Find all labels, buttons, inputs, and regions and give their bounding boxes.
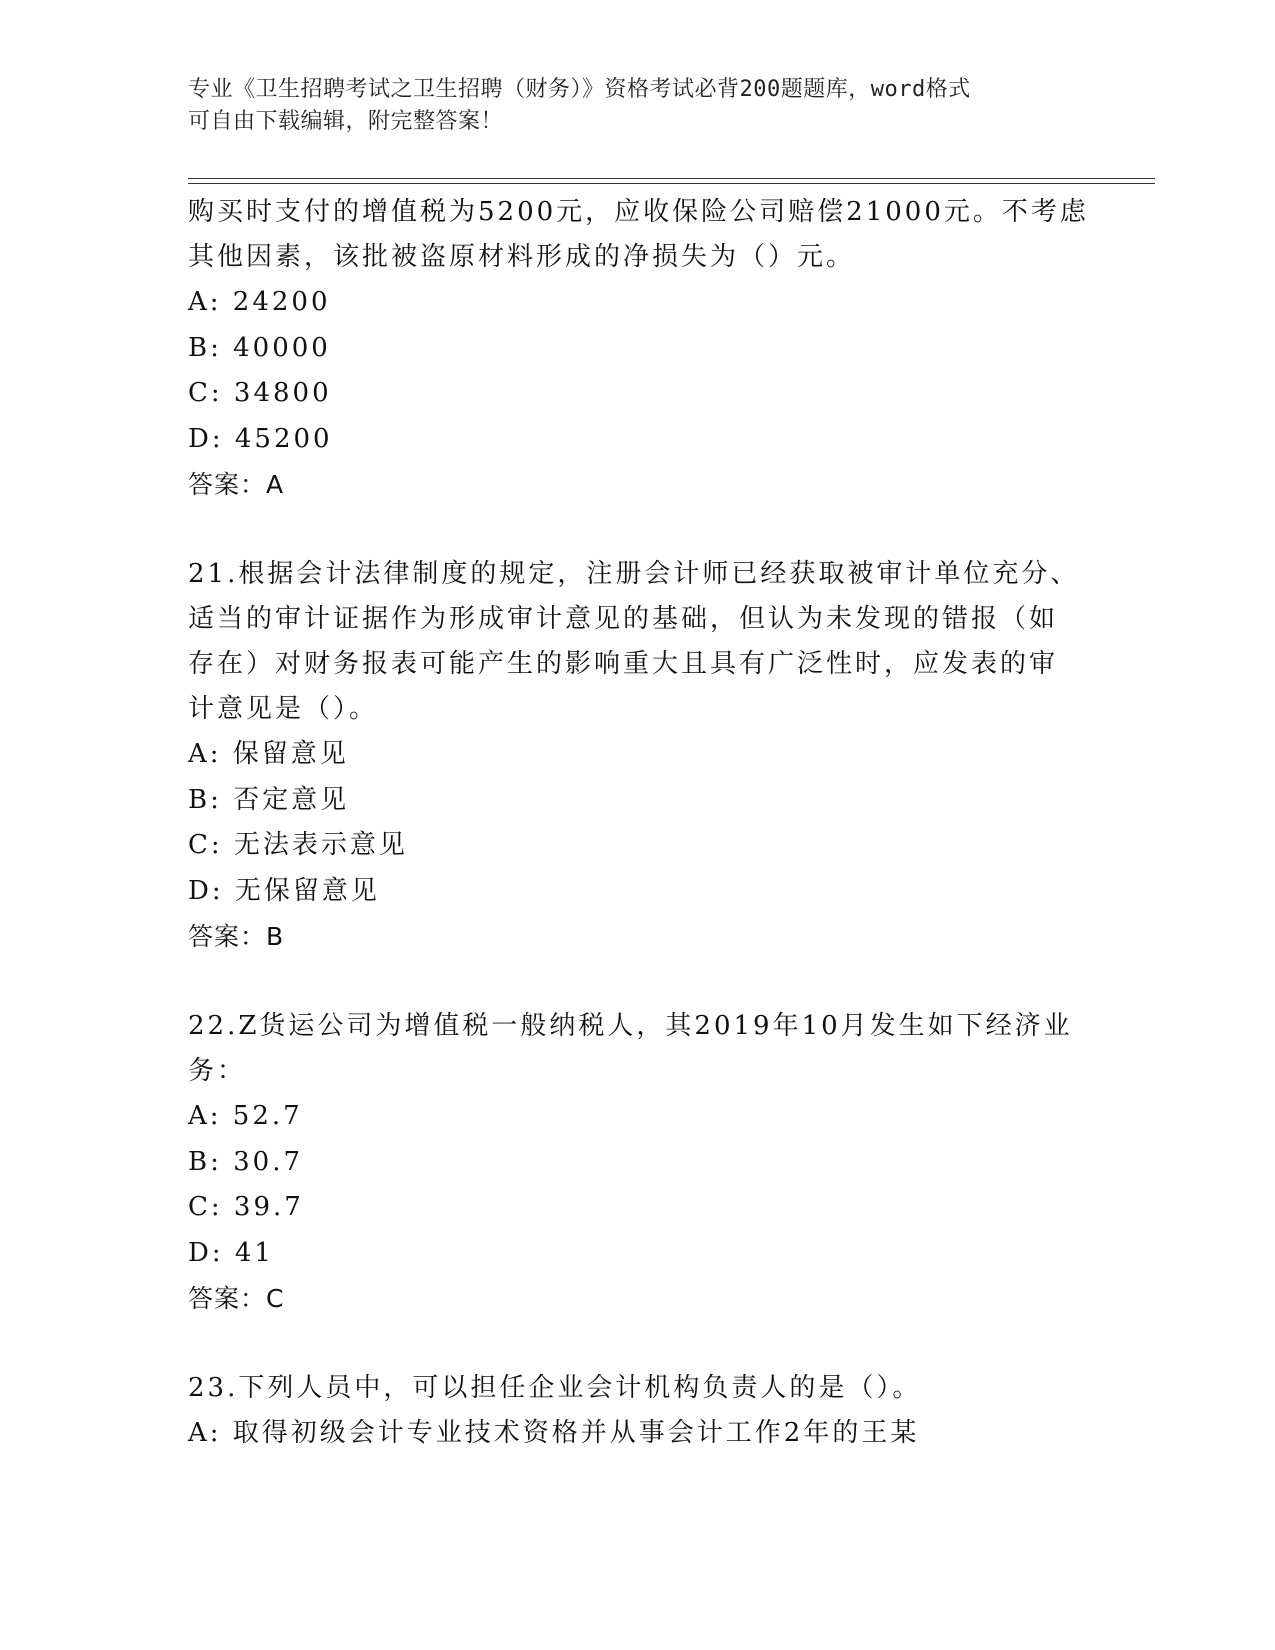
answer-option: C: 39.7 bbox=[188, 1192, 304, 1222]
question-text-line: 适当的审计证据作为形成审计意见的基础，但认为未发现的错报（如 bbox=[188, 604, 1059, 634]
question-text-line: 23.下列人员中，可以担任企业会计机构负责人的是（）。 bbox=[188, 1373, 922, 1403]
question-text-line: 存在）对财务报表可能产生的影响重大且具有广泛性时，应发表的审 bbox=[188, 649, 1059, 679]
question-block bbox=[188, 552, 1088, 959]
header-divider-bottom bbox=[188, 183, 1155, 184]
answer-option: A: 52.7 bbox=[188, 1101, 303, 1131]
answer-option: D: 41 bbox=[188, 1237, 274, 1268]
answer-option: D: 45200 bbox=[188, 423, 333, 454]
answer-option: C: 无法表示意见 bbox=[188, 830, 408, 860]
answer-key: 答案：A bbox=[188, 470, 285, 499]
answer-option: D: 无保留意见 bbox=[188, 875, 380, 906]
block-spacer bbox=[188, 1321, 1088, 1366]
header-divider-top bbox=[188, 178, 1155, 179]
question-block bbox=[188, 1004, 1088, 1321]
block-spacer bbox=[188, 507, 1088, 552]
document-header bbox=[188, 74, 1068, 138]
question-text-line: 购买时支付的增值税为5200元，应收保险公司赔偿21000元。不考虑 bbox=[188, 197, 1089, 227]
answer-option: B: 否定意见 bbox=[188, 784, 350, 815]
question-list bbox=[188, 190, 1088, 1457]
answer-option: B: 40000 bbox=[188, 332, 331, 363]
header-line-1: 专业《卫生招聘考试之卫生招聘（财务）》资格考试必背200题题库，word格式 bbox=[188, 77, 971, 102]
answer-option: A: 取得初级会计专业技术资格并从事会计工作2年的王某 bbox=[188, 1418, 920, 1448]
header-line-2: 可自由下载编辑，附完整答案！ bbox=[188, 109, 504, 134]
question-block bbox=[188, 190, 1088, 507]
answer-key: 答案：C bbox=[188, 1284, 285, 1313]
answer-option: C: 34800 bbox=[188, 378, 332, 408]
question-text-line: 22.Z货运公司为增值税一般纳税人，其2019年10月发生如下经济业 bbox=[188, 1011, 1073, 1041]
answer-key: 答案：B bbox=[188, 922, 285, 951]
block-spacer bbox=[188, 959, 1088, 1004]
question-text-line: 21.根据会计法律制度的规定，注册会计师已经获取被审计单位充分、 bbox=[188, 559, 1080, 589]
question-block bbox=[188, 1366, 1088, 1457]
question-text-line: 其他因素，该批被盗原材料形成的净损失为（）元。 bbox=[188, 242, 856, 272]
answer-option: A: 保留意见 bbox=[188, 739, 349, 769]
question-text-line: 计意见是（）。 bbox=[188, 694, 379, 724]
question-text-line: 务： bbox=[188, 1056, 247, 1086]
answer-option: A: 24200 bbox=[188, 287, 331, 317]
answer-option: B: 30.7 bbox=[188, 1146, 304, 1177]
